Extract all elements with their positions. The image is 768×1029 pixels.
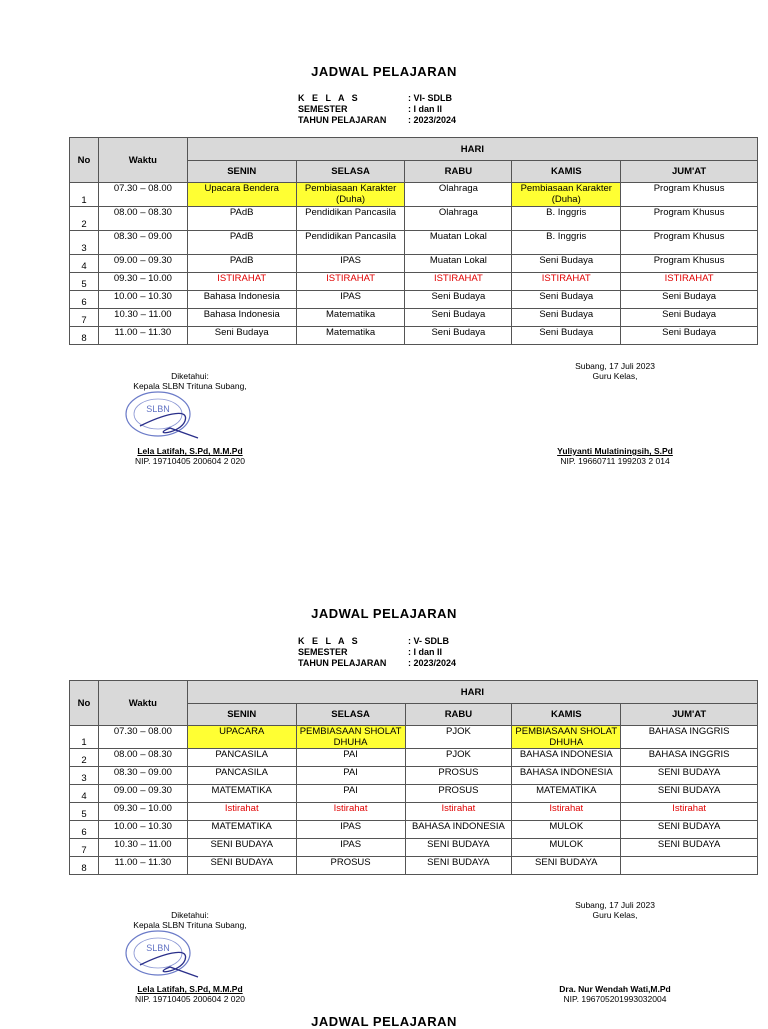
subject-cell: Program Khusus bbox=[621, 183, 758, 207]
subject-cell: Seni Budaya bbox=[512, 255, 621, 273]
header-day: RABU bbox=[405, 161, 512, 183]
subject-cell: Olahraga bbox=[405, 207, 512, 231]
subject-cell: PROSUS bbox=[405, 767, 512, 785]
subject-cell: PAdB bbox=[187, 255, 296, 273]
subject-cell: BAHASA INGGRIS bbox=[621, 726, 758, 749]
subject-cell: MATEMATIKA bbox=[512, 785, 621, 803]
table-row bbox=[70, 857, 758, 875]
signatory-nip: NIP. 196705201993032004 bbox=[563, 994, 667, 1004]
subject-cell: SENI BUDAYA bbox=[621, 785, 758, 803]
subject-cell: PROSUS bbox=[296, 857, 405, 875]
subject-cell: Seni Budaya bbox=[621, 327, 758, 345]
time-cell: 08.30 – 09.00 bbox=[98, 767, 187, 785]
break-cell: Istirahat bbox=[512, 803, 621, 821]
signatory-name: Dra. Nur Wendah Wati,M.Pd bbox=[559, 984, 671, 994]
subject-cell: IPAS bbox=[296, 255, 405, 273]
header-hari: HARI bbox=[187, 681, 757, 704]
school-stamp-icon bbox=[120, 925, 210, 985]
break-cell: ISTIRAHAT bbox=[621, 273, 758, 291]
stamp-text: SLBN bbox=[146, 404, 170, 414]
subject-cell bbox=[621, 857, 758, 875]
time-cell: 09.00 – 09.30 bbox=[98, 785, 187, 803]
subject-cell: IPAS bbox=[296, 291, 405, 309]
subject-cell: Seni Budaya bbox=[621, 309, 758, 327]
subject-cell: Pendidikan Pancasila bbox=[296, 231, 405, 255]
row-number: 5 bbox=[70, 273, 99, 291]
page-title: JADWAL PELAJARAN bbox=[311, 64, 457, 79]
subject-cell: IPAS bbox=[296, 821, 405, 839]
teacher-signature-block bbox=[545, 361, 685, 381]
row-number: 2 bbox=[70, 749, 99, 767]
time-cell: 09.30 – 10.00 bbox=[98, 803, 187, 821]
subject-cell: Seni Budaya bbox=[512, 309, 621, 327]
subject-cell: B. Inggris bbox=[512, 231, 621, 255]
header-day: SELASA bbox=[296, 161, 405, 183]
subject-cell: SENI BUDAYA bbox=[187, 857, 296, 875]
break-cell: Istirahat bbox=[405, 803, 512, 821]
subject-cell: Seni Budaya bbox=[512, 291, 621, 309]
meta-label: SEMESTER bbox=[298, 104, 348, 114]
subject-cell: SENI BUDAYA bbox=[187, 839, 296, 857]
subject-cell: Pendidikan Pancasila bbox=[296, 207, 405, 231]
subject-cell: Program Khusus bbox=[621, 207, 758, 231]
signatory-nip: NIP. 19710405 200604 2 020 bbox=[135, 994, 245, 1004]
header-waktu: Waktu bbox=[98, 681, 187, 726]
subject-cell: SENI BUDAYA bbox=[621, 767, 758, 785]
row-number: 6 bbox=[70, 821, 99, 839]
break-cell: ISTIRAHAT bbox=[296, 273, 405, 291]
table-row bbox=[70, 785, 758, 803]
subject-cell: MULOK bbox=[512, 839, 621, 857]
subject-cell: PAI bbox=[296, 767, 405, 785]
row-number: 2 bbox=[70, 207, 99, 231]
signature-caption: Diketahui: bbox=[171, 910, 209, 920]
row-number: 4 bbox=[70, 255, 99, 273]
teacher-name-block bbox=[535, 984, 695, 1004]
school-stamp-icon bbox=[120, 386, 210, 446]
table-row bbox=[70, 749, 758, 767]
time-cell: 10.30 – 11.00 bbox=[98, 309, 187, 327]
subject-cell: PAdB bbox=[187, 231, 296, 255]
table-row bbox=[70, 839, 758, 857]
subject-cell: Pembiasaan Karakter (Duha) bbox=[296, 183, 405, 207]
subject-cell: Seni Budaya bbox=[405, 327, 512, 345]
subject-cell: BAHASA INDONESIA bbox=[512, 767, 621, 785]
header-no: No bbox=[70, 138, 99, 183]
subject-cell: PAI bbox=[296, 749, 405, 767]
meta-label: TAHUN PELAJARAN bbox=[298, 658, 387, 668]
subject-cell: Muatan Lokal bbox=[405, 255, 512, 273]
subject-cell: Seni Budaya bbox=[405, 291, 512, 309]
table-row bbox=[70, 327, 758, 345]
subject-cell: PANCASILA bbox=[187, 749, 296, 767]
table-row bbox=[70, 726, 758, 749]
signature-role: Kepala SLBN Trituna Subang, bbox=[133, 920, 247, 930]
break-cell: ISTIRAHAT bbox=[512, 273, 621, 291]
meta-value: : VI- SDLB bbox=[408, 93, 452, 103]
subject-cell: Matematika bbox=[296, 327, 405, 345]
row-number: 7 bbox=[70, 839, 99, 857]
subject-cell: IPAS bbox=[296, 839, 405, 857]
signatory-nip: NIP. 19710405 200604 2 020 bbox=[135, 456, 245, 466]
subject-cell: BAHASA INGGRIS bbox=[621, 749, 758, 767]
table-row bbox=[70, 821, 758, 839]
break-cell: ISTIRAHAT bbox=[405, 273, 512, 291]
signature-role: Guru Kelas, bbox=[592, 910, 638, 920]
subject-cell: PEMBIASAAN SHOLAT DHUHA bbox=[512, 726, 621, 749]
class-info bbox=[298, 93, 456, 126]
subject-cell: PANCASILA bbox=[187, 767, 296, 785]
table-row bbox=[70, 803, 758, 821]
subject-cell: BAHASA INDONESIA bbox=[405, 821, 512, 839]
subject-cell: Program Khusus bbox=[621, 255, 758, 273]
time-cell: 09.30 – 10.00 bbox=[98, 273, 187, 291]
row-number: 3 bbox=[70, 767, 99, 785]
row-number: 1 bbox=[70, 726, 99, 749]
schedule-table bbox=[69, 680, 758, 875]
subject-cell: PJOK bbox=[405, 749, 512, 767]
time-cell: 08.30 – 09.00 bbox=[98, 231, 187, 255]
break-cell: ISTIRAHAT bbox=[187, 273, 296, 291]
subject-cell: Seni Budaya bbox=[512, 327, 621, 345]
meta-label: SEMESTER bbox=[298, 647, 348, 657]
subject-cell: MATEMATIKA bbox=[187, 785, 296, 803]
time-cell: 11.00 – 11.30 bbox=[98, 857, 187, 875]
subject-cell: Seni Budaya bbox=[621, 291, 758, 309]
class-info bbox=[298, 636, 456, 669]
subject-cell: Seni Budaya bbox=[405, 309, 512, 327]
signatory-name: Lela Latifah, S.Pd, M.M.Pd bbox=[137, 984, 243, 994]
signature-date: Subang, 17 Juli 2023 bbox=[575, 361, 655, 371]
subject-cell: SENI BUDAYA bbox=[512, 857, 621, 875]
signatory-name: Lela Latifah, S.Pd, M.M.Pd bbox=[137, 446, 243, 456]
subject-cell: SENI BUDAYA bbox=[405, 857, 512, 875]
time-cell: 07.30 – 08.00 bbox=[98, 183, 187, 207]
subject-cell: Pembiasaan Karakter (Duha) bbox=[512, 183, 621, 207]
row-number: 6 bbox=[70, 291, 99, 309]
row-number: 1 bbox=[70, 183, 99, 207]
header-day: JUM'AT bbox=[621, 704, 758, 726]
meta-label: TAHUN PELAJARAN bbox=[298, 115, 387, 125]
subject-cell: Muatan Lokal bbox=[405, 231, 512, 255]
subject-cell: B. Inggris bbox=[512, 207, 621, 231]
time-cell: 10.30 – 11.00 bbox=[98, 839, 187, 857]
row-number: 3 bbox=[70, 231, 99, 255]
header-day: KAMIS bbox=[512, 161, 621, 183]
subject-cell: SENI BUDAYA bbox=[405, 839, 512, 857]
principal-name-block bbox=[110, 446, 270, 466]
meta-value: : I dan II bbox=[408, 647, 443, 657]
principal-name-block bbox=[110, 984, 270, 1004]
meta-label: K E L A S bbox=[298, 636, 361, 646]
header-waktu: Waktu bbox=[98, 138, 187, 183]
subject-cell: PEMBIASAAN SHOLAT DHUHA bbox=[296, 726, 405, 749]
subject-cell: UPACARA bbox=[187, 726, 296, 749]
header-hari: HARI bbox=[187, 138, 757, 161]
break-cell: Istirahat bbox=[621, 803, 758, 821]
table-row bbox=[70, 183, 758, 207]
meta-value: : V- SDLB bbox=[408, 636, 450, 646]
row-number: 8 bbox=[70, 857, 99, 875]
teacher-signature-block bbox=[545, 900, 685, 920]
header-day: RABU bbox=[405, 704, 512, 726]
subject-cell: PJOK bbox=[405, 726, 512, 749]
table-row bbox=[70, 255, 758, 273]
signature-role: Guru Kelas, bbox=[592, 371, 638, 381]
signatory-nip: NIP. 19660711 199203 2 014 bbox=[560, 456, 670, 466]
subject-cell: Bahasa Indonesia bbox=[187, 309, 296, 327]
time-cell: 11.00 – 11.30 bbox=[98, 327, 187, 345]
time-cell: 07.30 – 08.00 bbox=[98, 726, 187, 749]
meta-value: : I dan II bbox=[408, 104, 443, 114]
signature-date: Subang, 17 Juli 2023 bbox=[575, 900, 655, 910]
header-day: SENIN bbox=[187, 704, 296, 726]
table-row bbox=[70, 291, 758, 309]
header-day: KAMIS bbox=[512, 704, 621, 726]
subject-cell: MULOK bbox=[512, 821, 621, 839]
time-cell: 08.00 – 08.30 bbox=[98, 749, 187, 767]
subject-cell: Program Khusus bbox=[621, 231, 758, 255]
signature-caption: Diketahui: bbox=[171, 371, 209, 381]
subject-cell: Matematika bbox=[296, 309, 405, 327]
meta-label: K E L A S bbox=[298, 93, 361, 103]
meta-value: : 2023/2024 bbox=[408, 658, 457, 668]
break-cell: Istirahat bbox=[187, 803, 296, 821]
subject-cell: Upacara Bendera bbox=[187, 183, 296, 207]
subject-cell: SENI BUDAYA bbox=[621, 839, 758, 857]
row-number: 7 bbox=[70, 309, 99, 327]
break-cell: Istirahat bbox=[296, 803, 405, 821]
header-no: No bbox=[70, 681, 99, 726]
signature-role: Kepala SLBN Trituna Subang, bbox=[133, 381, 247, 391]
subject-cell: Bahasa Indonesia bbox=[187, 291, 296, 309]
time-cell: 09.00 – 09.30 bbox=[98, 255, 187, 273]
subject-cell: PAI bbox=[296, 785, 405, 803]
teacher-name-block bbox=[535, 446, 695, 466]
table-row bbox=[70, 309, 758, 327]
subject-cell: Olahraga bbox=[405, 183, 512, 207]
table-row bbox=[70, 231, 758, 255]
next-page-title: JADWAL PELAJARAN bbox=[311, 1014, 457, 1029]
time-cell: 08.00 – 08.30 bbox=[98, 207, 187, 231]
meta-value: : 2023/2024 bbox=[408, 115, 457, 125]
time-cell: 10.00 – 10.30 bbox=[98, 821, 187, 839]
header-day: JUM'AT bbox=[621, 161, 758, 183]
page-title: JADWAL PELAJARAN bbox=[311, 606, 457, 621]
row-number: 8 bbox=[70, 327, 99, 345]
subject-cell: SENI BUDAYA bbox=[621, 821, 758, 839]
subject-cell: BAHASA INDONESIA bbox=[512, 749, 621, 767]
subject-cell: PROSUS bbox=[405, 785, 512, 803]
header-day: SELASA bbox=[296, 704, 405, 726]
table-row bbox=[70, 207, 758, 231]
row-number: 4 bbox=[70, 785, 99, 803]
schedule-table bbox=[69, 137, 758, 345]
subject-cell: MATEMATIKA bbox=[187, 821, 296, 839]
subject-cell: PAdB bbox=[187, 207, 296, 231]
stamp-text: SLBN bbox=[146, 943, 170, 953]
subject-cell: Seni Budaya bbox=[187, 327, 296, 345]
time-cell: 10.00 – 10.30 bbox=[98, 291, 187, 309]
table-row bbox=[70, 273, 758, 291]
table-row bbox=[70, 767, 758, 785]
header-day: SENIN bbox=[187, 161, 296, 183]
row-number: 5 bbox=[70, 803, 99, 821]
signatory-name: Yuliyanti Mulatiningsih, S.Pd bbox=[557, 446, 673, 456]
